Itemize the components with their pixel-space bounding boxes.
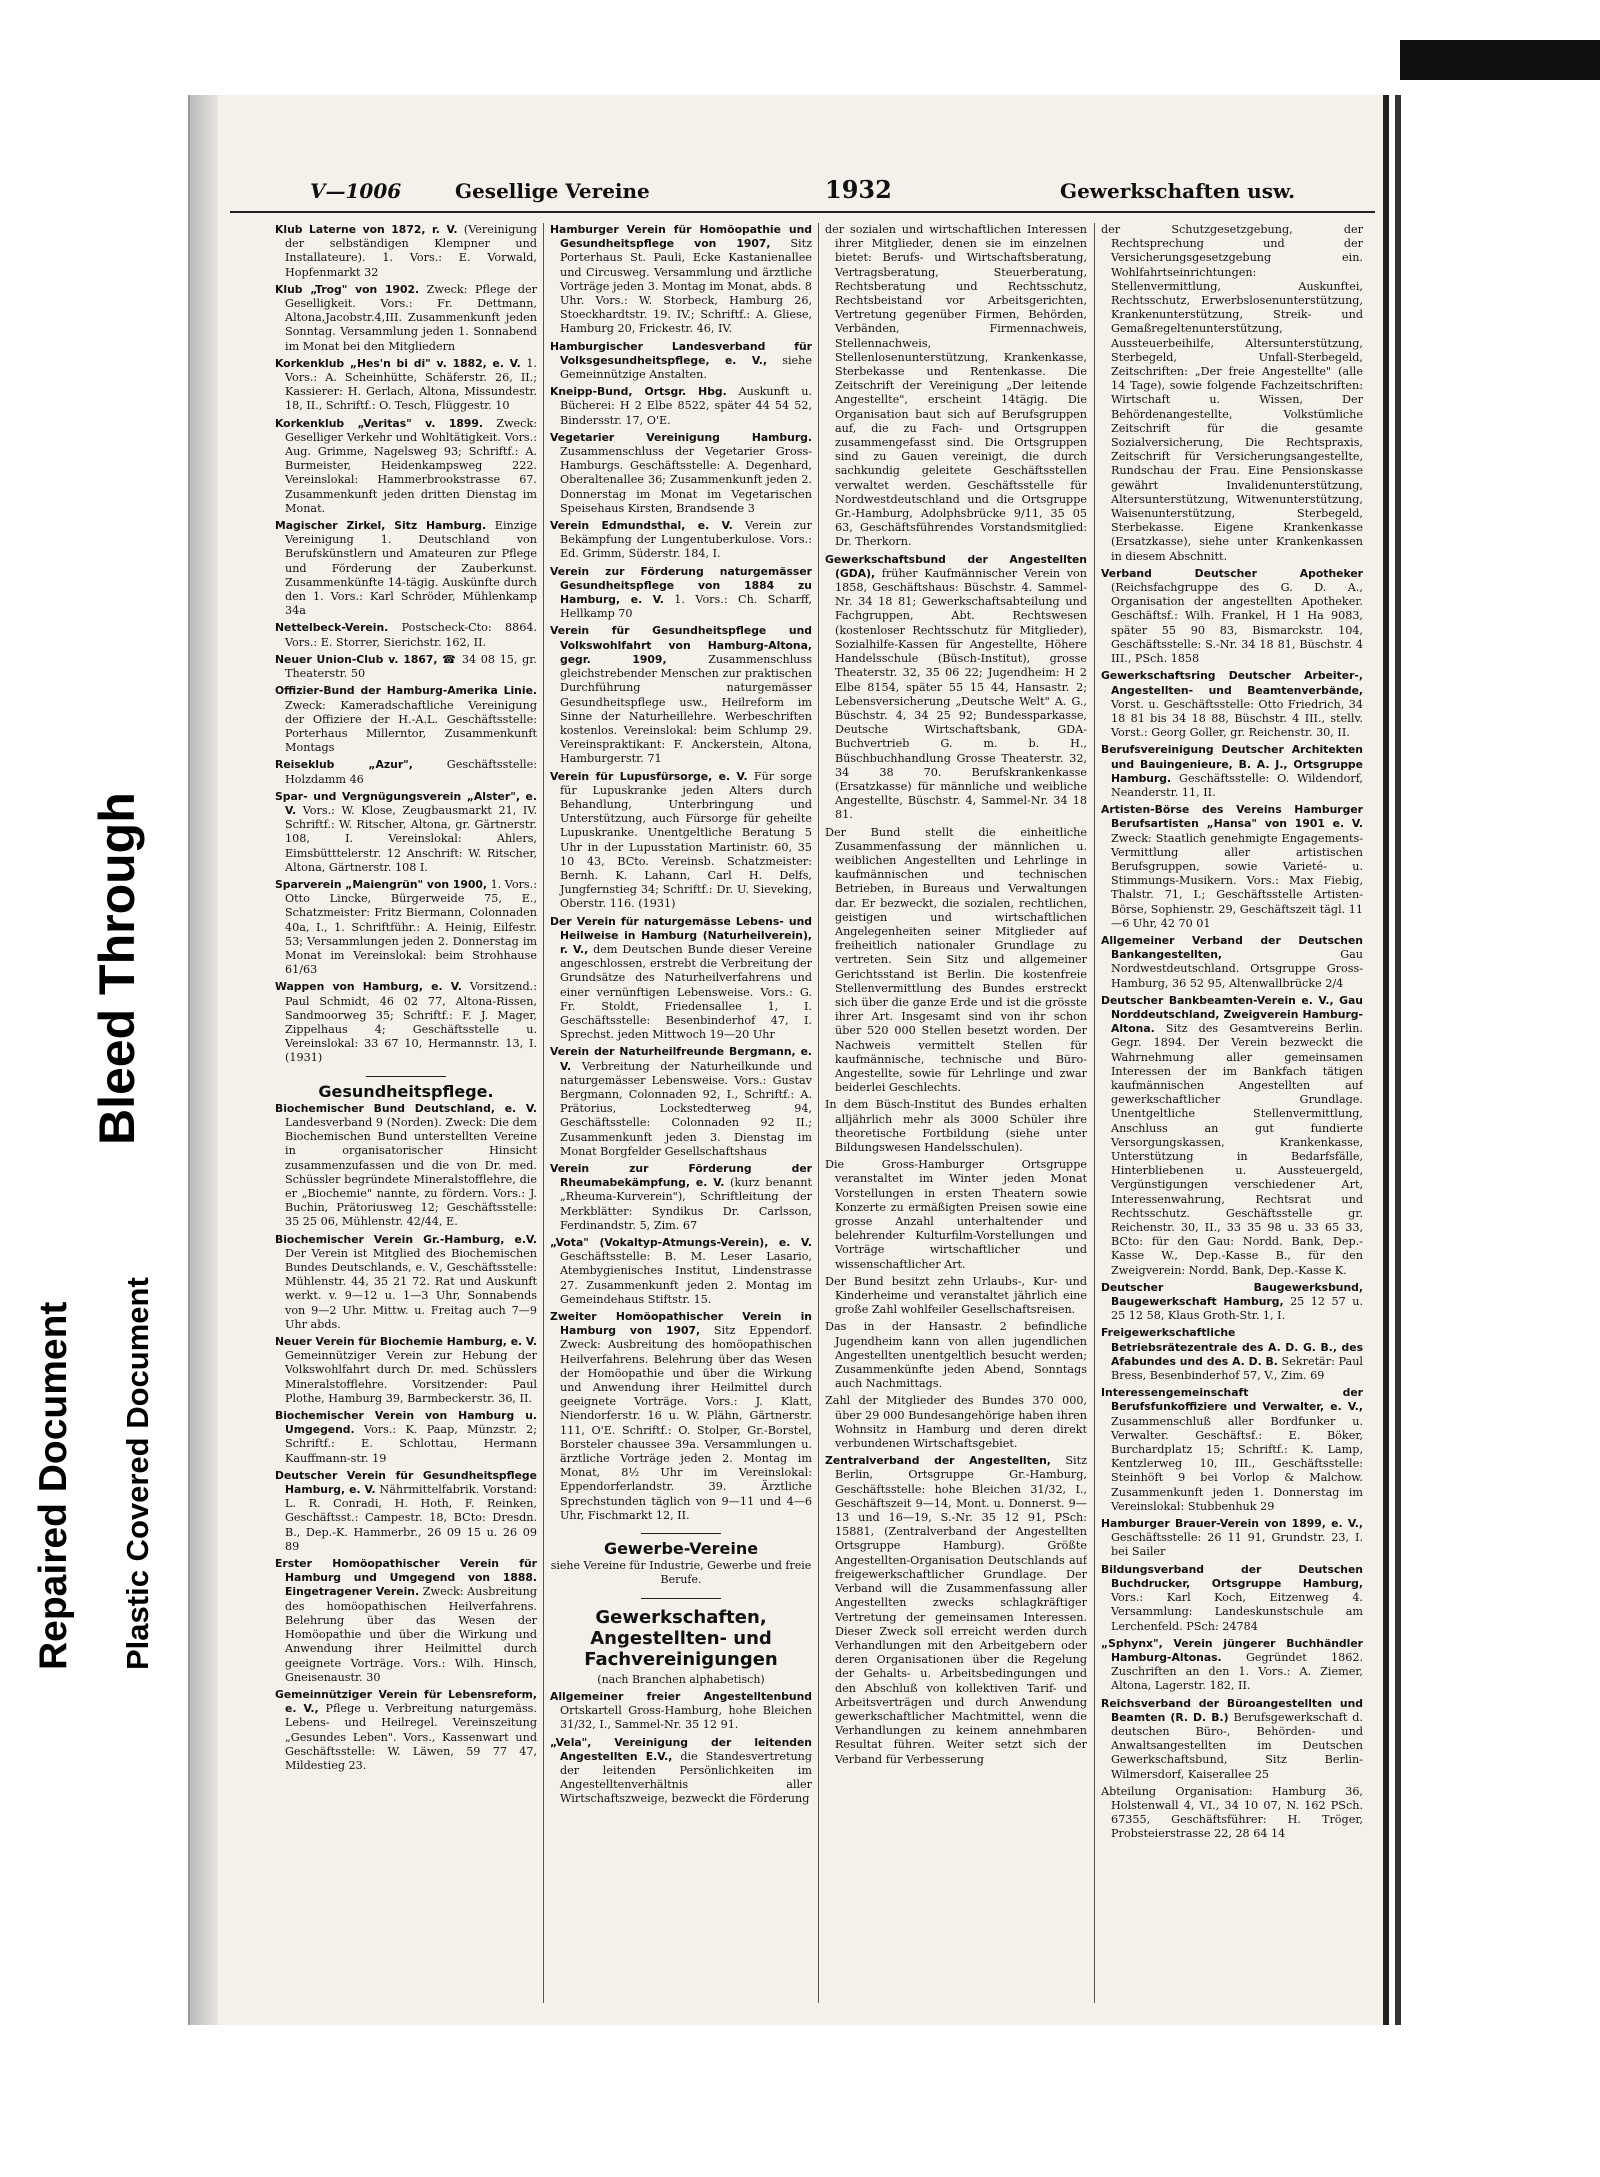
entry: Der Verein für naturgemässe Lebens- und Heilweise in Hamburg (Naturheilverein), r. V., dem Deutschen Bunde dieser Vereine angeschlossen, erstrebt die Verbreitung der Grundsätze des Naturheilverfahrens und einer vernünftigen Lebensweise. Vors.: G. Fr. Stoldt, Friedensallee 1, I. Geschäftsstelle: Besenbinderhof 47, I. Sprechst. jeden Mittwoch 19—20 Uhr (550, 914, 812, 1042)
entry: Bildungsverband der Deutschen Buchdrucker, Ortsgruppe Hamburg, Vors.: Karl Koch, Eitzenweg 4. Versammlung: Landeskunstschule am Lerchenfeld. PSch: 24784 (1101, 1562, 1363, 1633)
repaired-document-label: Repaired Document (32, 1301, 75, 1670)
paragraph: Der Bund stellt die einheitliche Zusammenfassung der männlichen u. weiblichen Angestellten und Lehrlinge in kaufmännischen und technischen Betrieben, in Bureaus und Verwaltungen dar. Er bezweckt, die sozialen, rechtlichen, geistigen und wirtschaftlichen Angelegenheiten seiner Mitglieder auf freiheitlich nationaler Grundlage zu vertreten. Sein Sitz und allgemeiner Gerichtsstand ist Berlin. Die kostenfreie Stellenvermittlung des Bundes erstreckt sich über die ganze Erde und ist die grösste ihrer Art. Insgesamt sind von ihr schon über 520 000 Stellen besetzt worden. Der Nachweis vermittelt Stellen für kaufmännische, technische und Büro-Angestellte, sowie für Lehrlinge und zwar beiderlei Geschlechts. (825, 825, 1087, 1095)
column-3 (825, 223, 1087, 2003)
entry: Hamburger Brauer-Verein von 1899, e. V., Geschäftsstelle: 26 11 91, Grundstr. 23, I. bei Sailer (1101, 1517, 1363, 1559)
phone-icon: ☎ (442, 652, 458, 666)
entry: Reiseklub „Azur", Geschäftsstelle: Holzdamm 46 (275, 758, 537, 786)
bleed-through-label: Bleed Through (89, 792, 145, 1145)
entry: Gewerkschaftsring Deutscher Arbeiter-, Angestellten- und Beamtenverbände, Vorst. u. Geschäftsstelle: Otto Friedrich, 34 18 81 bis 34 18 88, Büschstr. 4 III., stellv. Vorst.: Georg Goller, gr. Reichenstr. 30, II. (1101, 669, 1363, 740)
section-rule (641, 1533, 721, 1534)
entry: Biochemischer Bund Deutschland, e. V. Landesverband 9 (Norden). Zweck: Die dem Biochemischen Bund unterstellten Vereine in organisatorischer Hinsicht zusammenzufassen und die von Dr. med. Schüssler begründete Mineralstofflehre, die er „Biochemie" nannte, zu fördern. Vors.: J. Buchin, Prätoriusweg 12; Geschäftsstelle: 35 25 06, Mühlenstr. 42/44, E. (275, 1101, 537, 1229)
paragraph: Der Bund besitzt zehn Urlaubs-, Kur- und Kinderheime und veranstaltet jährlich eine große Zahl wohlfeiler Gesellschaftsreisen. (825, 1274, 1087, 1317)
section-note: siehe Vereine für Industrie, Gewerbe und freie Berufe. (550, 1559, 812, 1587)
page-content (230, 175, 1375, 2015)
section-note: (nach Branchen alphabetisch) (597, 1672, 765, 1686)
column-4 (1101, 223, 1363, 2003)
running-head: Gewerkschaften usw. (1060, 179, 1296, 203)
entry: Verein zur Förderung naturgemässer Gesundheitspflege von 1884 zu Hamburg, e. V. 1. Vors.: Ch. Scharff, Hellkamp 70 (550, 564, 812, 621)
entry: Verband Deutscher Apotheker (Reichsfachgruppe des G. D. A., Organisation der angestellten Apotheker. Geschäftsf.: Wilh. Frankel, H 1 Ha 9083, später 55 90 83, Bismarckstr. 104, Geschäftsstelle: S.-Nr. 34 18 81, Büschstr. 4 III., PSch. 1858 (1101, 566, 1363, 666)
entry: Interessengemeinschaft der Berufsfunkoffiziere und Verwalter, e. V., Zusammenschluß aller Bordfunker u. Verwalter. Geschäftsf.: E. Böker, Burchardplatz 15; Schriftf.: K. Lamp, Kentzlerweg 10, III., Geschäftsstelle: Steinhöft 9 bei Vorlop & Malchow. Zusammenkunft jeden 1. Donnerstag im Vereinslokal: Stubbenhuk 29 (1101, 1386, 1363, 1513)
column-2 (550, 223, 812, 2003)
entry: Allgemeiner Verband der Deutschen Bankangestellten, Gau Nordwestdeutschland. Ortsgruppe Gross-Hamburg, 36 52 95, Altenwallbrücke 2/4 (1101, 933, 1363, 990)
entry: Deutscher Verein für Gesundheitspflege Hamburg, e. V. Nährmittelfabrik. Vorstand: L. R. Conradi, H. Hoth, F. Reinken, Geschäftsst.: Campestr. 18, BCto: Dresdn. B., Dep.-K. Hammerbr., 26 09 15 u. 26 09 89 (275, 1468, 537, 1553)
entry: Magischer Zirkel, Sitz Hamburg. Einzige Vereinigung 1. Deutschland von Berufskünstlern und Amateuren zur Pflege und Förderung der Zauberkunst. Zusammenkünfte 14-tägig. Auskünfte durch den 1. Vors.: Karl Schröder, Mühlenkamp 34a (275, 519, 537, 618)
entry: Korkenklub „Hes'n bi di" v. 1882, e. V. 1. Vors.: A. Scheinhütte, Schäferstr. 26, II.; Kassierer: H. Gerlach, Altona, Missundestr. 18, II., Schriftf.: O. Tesch, Flüggestr. 10 (275, 356, 537, 413)
column-divider (818, 223, 819, 2003)
section-heading: Gewerkschaften, Angestellten- und Fachvereinigungen (584, 1606, 778, 1670)
paragraph: der Schutzgesetzgebung, der Rechtsprechung und der Versicherungsgesetzgebung ein. Wohlfahrtseinrichtungen: Stellenvermittlung, Auskunftei, Rechtsschutz, Erwerbslosenunterstützung, Krankenunterstützung, Streik- und Gemaßregeltenunterstützung, Aussteuerbeihilfe, Altersunterstützung, Sterbegeld, Unfall-Sterbegeld, Zeitschriften: „Der freie Angestellte" (alle 14 Tage), sowie folgende Fachzeitschriften: Wirtschaft u. Wissen, Der Behördenangestellte, Volkstümliche Zeitschrift für die gesamte Sozialversicherung, Die Rechtspraxis, Zeitschrift für Versicherungsangestellte, Rundschau der Frau. Eine Pensionskasse gewährt Invalidenunterstützung, Altersunterstützung, Witwenunterstützung, Waisenunterstützung, Sterbegeld, Sterbekasse. Eigene Krankenkasse (Ersatzkasse), siehe unter Krankenkassen in diesem Abschnitt. (1101, 223, 1363, 563)
entry: Neuer Union-Club v. 1867, ☎ 34 08 15, gr. Theaterstr. 50 (275, 652, 537, 681)
section-heading: Gesundheitspflege. (318, 1081, 494, 1101)
entry: Deutscher Bankbeamten-Verein e. V., Gau Norddeutschland, Zweigverein Hamburg-Altona. Sitz des Gesamtvereins Berlin. Gegr. 1894. Der Verein bezweckt die Wahrnehmung aller gemeinsamen Interessen der im Bankfach tätigen kaufmännischen Angestellten auf gewerkschaftlicher Grundlage. Unentgeltliche Stellenvermittlung, Anschluss an gut fundierte Versorgungskassen, Krankenkasse, Unterstützung in Bedarfsfälle, Hinterbliebenen u. Aussteuergeld, Vergünstigungen verschiedener Art, Interessenwahrung, Rechtsrat und Rechtsschutz. Geschäftsstelle gr. Reichenstr. 30, II., 33 35 98 u. 33 65 33, BCto: für den Gau: Nordd. Bank, Dep.-Kasse W., Dep.-Kasse B., für den Zweigverein: Nordd. Bank, Dep.-Kasse K. (1101, 993, 1363, 1277)
entry: Biochemischer Verein Gr.-Hamburg, e.V. Der Verein ist Mitglied des Biochemischen Bundes Deutschlands, e. V., Geschäftsstelle: Mühlenstr. 44, 35 21 72. Rat und Auskunft werkt. v. 9—12 u. 1—3 Uhr, Sonnabends von 9—2 Uhr. Mittw. u. Freitag auch 7—9 Uhr abds. (275, 1232, 537, 1331)
entry: Freigewerkschaftliche Betriebsrätezentrale des A. D. G. B., des Afabundes und des A. D. B. Sekretär: Paul Bress, Besenbinderhof 57, V., Zim. 69 (1101, 1326, 1363, 1383)
paragraph: Das in der Hansastr. 2 befindliche Jugendheim kann von allen jugendlichen Angestellten unentgeltlich besucht werden; Zusammenkünfte jeden Abend, Sonntags auch Nachmittags. (825, 1320, 1087, 1391)
section-title: Gesellige Vereine (455, 179, 650, 203)
entry: Verein für Gesundheitspflege und Volkswohlfahrt von Hamburg-Altona, gegr. 1909, Zusammenschluss gleichstrebender Menschen zur praktischen Durchführung naturgemässer Gesundheitspflege usw., Heilreform im Sinne der Naturheillehre. Werbeschriften kostenlos. Vereinslokal: beim Schlump 29. Vereinspraktikant: F. Anckerstein, Altona, Hamburgerstr. 71 (550, 624, 812, 766)
column-divider (543, 223, 544, 2003)
paragraph: Zahl der Mitglieder des Bundes 370 000, über 29 000 Bundesangehörige haben ihren Wohnsitz in Hamburg und deren direkt verbundenen Wirtschaftsgebiet. (825, 1394, 1087, 1451)
entry: Spar- und Vergnügungsverein „Alster", e. V. Vors.: W. Klose, Zeugbausmarkt 21, IV. Schriftf.: W. Ritscher, Altona, gr. Gärtnerstr. 108, I. Vereinslokal: Ahlers, Eimsbütttelerstr. 12 Anschrift: W. Ritscher, Altona, Gärtnerstr. 108 I. (275, 789, 537, 874)
paragraph: Abteilung Organisation: Hamburg 36, Holstenwall 4, VI., 34 10 07, N. 162 PSch. 67355, Geschäftsführer: H. Tröger, Probsteierstrasse 22, 28 64 14 (1101, 1784, 1363, 1841)
entry: Vegetarier Vereinigung Hamburg. Zusammenschluss der Vegetarier Gross-Hamburgs. Geschäftsstelle: A. Degenhard, Oberaltenallee 36; Zusammenkunft jeden 2. Donnerstag im Monat im Vegetarischen Speisehaus Kirsten, Brandsende 3 (550, 430, 812, 515)
column-divider (1094, 223, 1095, 2003)
year: 1932 (825, 175, 892, 204)
entry: Klub „Trog" von 1902. Zweck: Pflege der Geselligkeit. Vors.: Fr. Dettmann, Altona,Jacobstr.4,III. Zusammenkunft jeden Sonntag. Versammlung jeden 1. Sonnabend im Monat bei den Mitgliedern (275, 282, 537, 353)
entry: „Sphynx", Verein jüngerer Buchhändler Hamburg-Altonas. Gegründet 1862. Zuschriften an den 1. Vors.: A. Ziemer, Altona, Lagerstr. 182, II. (1101, 1636, 1363, 1693)
entry: Hamburger Verein für Homöopathie und Gesundheitspflege von 1907, Sitz Porterhaus St. Pauli, Ecke Kastanienallee und Circusweg. Versammlung und ärztliche Vorträge jeden 3. Montag im Monat, abds. 8 Uhr. Vors.: W. Storbeck, Hamburg 26, Stoeckhardtstr. 19. IV.; Schriftf.: A. Gliese, Hamburg 20, Frickestr. 46, IV. (550, 223, 812, 336)
entry: Kneipp-Bund, Ortsgr. Hbg. Auskunft u. Bücherei: H 2 Elbe 8522, später 44 54 52, Bindersstr. 17, O'E. (550, 385, 812, 427)
section-heading: Gewerbe-Vereine (603, 1539, 759, 1559)
page-header (230, 175, 1375, 213)
entry: Artisten-Börse des Vereins Hamburger Berufsartisten „Hansa" von 1901 e. V. Zweck: Staatlich genehmigte Engagements-Vermittlung aller artistischen Berufsgruppen, sowie Varieté- u. Stimmungs-Musikern. Vors.: Max Fiebig, Thalstr. 71, I.; Geschäftsstelle Artisten-Börse, Sophienstr. 29, Geschäftszeit tägl. 11—6 Uhr, 42 70 01 (1101, 803, 1363, 930)
entry: Berufsvereinigung Deutscher Architekten und Bauingenieure, B. A. J., Ortsgruppe Hamburg. Geschäftsstelle: O. Wildendorf, Neanderstr. 11, II. (1101, 743, 1363, 799)
entry: Biochemischer Verein von Hamburg u. Umgegend. Vors.: K. Paap, Münzstr. 2; Schriftf.: E. Schlottau, Hermann Kauffmann-str. 19 (275, 1409, 537, 1465)
entry: Gewerkschaftsbund der Angestellten (GDA), früher Kaufmännischer Verein von 1858, Geschäftshaus: Büschstr. 4. Sammel-Nr. 34 18 81; Gewerkschaftsabteilung und Fachgruppen, Abt. Rechtswesen (kostenloser Rechtsschutz für Mitglieder), Sozialhilfe-Kassen für Angestellte, Höhere Handelsschule (Büsch-Institut), grosse Theaterstr. 32, 35 06 22; Jugendheim: H 2 Elbe 8154, später 55 15 44, Hansastr. 2; Lebensversicherung „Deutsche Welt" A. G., Büschstr. 4, 34 25 92; Bundessparkasse, Deutsche Wirtschaftsbank, GDA-Buchvertrieb G. m. b. H., Büschbuchhandlung Grosse Theaterstr. 32, 34 38 70. Berufskrankenkasse (Ersatzkasse) für männliche und weibliche Angestellte, Büschstr. 4, Sammel-Nr. 34 18 81. (825, 552, 1087, 822)
scan-edge-side (1395, 95, 1401, 2025)
entry: Deutscher Baugewerksbund, Baugewerkschaft Hamburg, 25 12 57 u. 25 12 58, Klaus Groth-Str. 1, I. (1101, 1280, 1363, 1323)
entry: Zentralverband der Angestellten, Sitz Berlin, Ortsgruppe Gr.-Hamburg, Geschäftsstelle: hohe Bleichen 31/32, I., Geschäftszeit 9—14, Mont. u. Donnerst. 9—13 und 16—19, S.-Nr. 35 12 91, PSch: 15881, (Zentralverband der Angestellten Ortsgruppe Hamburg). Größte Angestellten-Organisation Deutschlands auf freigewerkschaftlicher Grundlage. Der Verband will die Zusammenfassung aller Angestellten zwecks schlagkräftiger Vertretung der gemeinsamen Interessen. Dieser Zweck soll erreicht werden durch Verhandlungen mit den Arbeitgebern oder deren Organisationen über die Regelung der Gehalts- u. Arbeitsbedingungen und den Abschluß von kollektiven Tarif- und Arbeitsverträgen und durch Anwendung gewerkschaftlicher Machtmittel, wenn die Verhandlungen zu keinem annehmbaren Resultat führen. Weiter setzt sich der Verband für Verbesserung (825, 1454, 1087, 1766)
entry: der sozialen und wirtschaftlichen Interessen ihrer Mitglieder, denen sie im einzelnen bietet: Berufs- und Wirtschaftsberatung, Vertragsberatung, Steuerberatung, Rechtsberatung und Rechtsschutz, Rechtsbeistand vor Arbeitsgerichten, Vertretung gegenüber Firmen, Behörden, Verbänden, Firmennachweis, Stellennachweis, Stellenlosenunterstützung, Krankenkasse, Sterbekasse und Rentenkasse. Die Zeitschrift der Vereinigung „Der leitende Angestellte", erscheint 14tägig. Die Organisation baut sich auf Berufsgruppen auf, die zu Fach- und Ortsgruppen zusammengefasst sind. Die Ortsgruppen sind zu Gauen vereinigt, die durch sachkundig geleitete Geschäftsstellen verwaltet werden. Geschäftsstelle für Nordwestdeutschland und die Ortsgruppe Gr.-Hamburg, Adolphsbrücke 9/11, 35 05 63, Geschäftsführendes Vorstandsmitglied: Dr. Therkorn. (825, 223, 1087, 549)
entry: Erster Homöopathischer Verein für Hamburg und Umgegend von 1888. Eingetragener Verein. Zweck: Ausbreitung des homöopathischen Heilverfahrens. Belehrung über das Wesen der Homöopathie und über die Wirkung und Anwendung ihrer Heilmittel durch geeignete Vorträge. Vors.: Wilh. Hinsch, Gneisenaustr. 30 (275, 1557, 537, 1684)
entry: Verein für Lupusfürsorge, e. V. Für sorge für Lupuskranke jeden Alters durch Behandlung, Unterbringung und Unterstützung, auch Fürsorge für geheilte Lupuskranke. Unentgeltliche Beratung 5 Uhr in der Lupusstation Martinistr. 60, 35 10 43, BCto. Vereinsb. Schatzmeister: Bernh. K. Lahann, Carl H. Delfs, Jungfernstieg 34; Schriftf.: Dr. U. Sieveking, Oberstr. 116. (1931) (550, 769, 812, 911)
scan-edge-corner (1400, 40, 1600, 80)
entry: „Vela", Vereinigung der leitenden Angestellten E.V., die Standesvertretung der leitenden Persönlichkeiten im Angestelltenverhältnis aller Wirtschaftszweige, bezweckt die Förderung (550, 1735, 812, 1806)
entry: Hamburgischer Landesverband für Volksgesundheitspflege, e. V., siehe Gemeinnützige Anstalten. (550, 339, 812, 382)
section-rule (366, 1076, 446, 1077)
entry: Allgemeiner freier Angestelltenbund Ortskartell Gross-Hamburg, hohe Bleichen 31/32, I., Sammel-Nr. 35 12 91. (550, 1689, 812, 1732)
columns (275, 223, 1375, 2003)
binding-margin (190, 95, 218, 2025)
page-number: V—1006 (310, 179, 402, 203)
entry: Sparverein „Maiengrün" von 1900, 1. Vors.: Otto Lincke, Bürgerweide 75, E., Schatzmeister: Fritz Biermann, Colonnaden 40a, I., 1. Schriftführ.: A. Heinig, Eilfestr. 53; Versammlungen jeden 2. Donnerstag im Monat im Vereinslokal: beim Strohhause 61/63 (275, 877, 537, 977)
entry: Klub Laterne von 1872, r. V. (Vereinigung der selbständigen Klempner und Installateure). 1. Vors.: E. Vorwald, Hopfenmarkt 32 (275, 223, 537, 279)
paragraph: Die Gross-Hamburger Ortsgruppe veranstaltet im Winter jeden Monat Vorstellungen in ersten Theatern sowie Konzerte zu ermäßigten Preisen sowie eine grosse Anzahl unterhaltender und belehrender Kulturfilm-Vorstellungen und Vorträge wirtschaftlicher und wissenschaftlicher Art. (825, 1158, 1087, 1271)
entry: Reichsverband der Büroangestellten und Beamten (R. D. B.) Berufsgewerkschaft d. deutschen Büro-, Behörden- und Anwaltsangestellten im Deutschen Gewerkschaftsbund, Sitz Berlin-Wilmersdorf, Kaiserallee 25 (1101, 1696, 1363, 1781)
entry: Gemeinnütziger Verein für Lebensreform, e. V., Pflege u. Verbreitung naturgemäss. Lebens- und Heilregel. Vereinszeitung „Gesundes Leben". Vors., Kassenwart und Geschäftsstelle: W. Läwen, 59 77 47, Mildestieg 23. (275, 1687, 537, 1772)
entry: Verein Edmundsthal, e. V. Verein zur Bekämpfung der Lungentuberkulose. Vors.: Ed. Grimm, Süderstr. 184, I. (550, 519, 812, 561)
entry: Verein zur Förderung der Rheumabekämpfung, e. V. (kurz benannt „Rheuma-Kurverein"), Schriftleitung der Merkblätter: Syndikus Dr. Carlsson, Ferdinandstr. 5, Zim. 67 (550, 1162, 812, 1232)
section-rule (641, 1598, 721, 1599)
entry: Wappen von Hamburg, e. V. Vorsitzend.: Paul Schmidt, 46 02 77, Altona-Rissen, Sandmoorweg 35; Schriftf.: F. J. Mager, Zippelhaus 4; Geschäftsstelle u. Vereinslokal: 33 67 10, Hermannstr. 13, I. (1931) (275, 980, 537, 1065)
entry: Korkenklub „Veritas" v. 1899. Zweck: Geselliger Verkehr und Wohltätigkeit. Vors.: Aug. Grimme, Nagelsweg 93; Schriftf.: A. Burmeister, Heidenkampsweg 222. Vereinslokal: Hammerbrookstrasse 67. Zusammenkunft jeden dritten Dienstag im Monat. (275, 416, 537, 515)
side-labels (0, 0, 190, 2177)
entry: Verein der Naturheilfreunde Bergmann, e. V. Verbreitung der Naturheilkunde und naturgemässer Lebensweise. Vors.: Gustav Bergmann, Colonnaden 92, I., Schriftf.: A. Prätorius, Lockstedterweg 94, Geschäftsstelle: Colonnaden 92 II.; Zusammenkunft jeden 3. Dienstag im Monat Borgfelder Gesellschaftshaus (550, 1045, 812, 1158)
paragraph: In dem Büsch-Institut des Bundes erhalten alljährlich mehr als 3000 Schüler ihre theoretische Fortbildung (siehe unter Bildungswesen Handelsschulen). (825, 1098, 1087, 1154)
entry: Nettelbeck-Verein. Postscheck-Cto: 8864. Vors.: E. Storrer, Sierichstr. 162, II. (275, 621, 537, 649)
entry: Zweiter Homöopathischer Verein in Hamburg von 1907, Sitz Eppendorf. Zweck: Ausbreitung des homöopathischen Heilverfahrens. Belehrung über das Wesen der Homöopathie und über die Wirkung und Anwendung ihrer Heilmittel durch geeignete Vorträge. Vors.: J. Klatt, Niendorferstr. 16 u. W. Plähn, Gärtnerstr. 111, O'E. Schriftf.: O. Stolper, Gr.-Borstel, Borsteler chaussee 39a. Versammlungen u. ärztliche Vorträge jeden 2. Montag im Monat, 8½ Uhr im Vereinslokal: Eppendorferlandstr. 39. Ärztliche Sprechstunden täglich von 9—11 und 4—6 Uhr, Fischmarkt 12, II. (550, 1310, 812, 1522)
column-1 (275, 223, 537, 2003)
entry: Offizier-Bund der Hamburg-Amerika Linie. Zweck: Kameradschaftliche Vereinigung der Offiziere der H.-A.L. Geschäftsstelle: Porterhaus Millerntor, Zusammenkunft Montags (275, 684, 537, 755)
entry: „Vota" (Vokaltyp-Atmungs-Verein), e. V. Geschäftsstelle: B. M. Leser Lasario, Atembygienisches Institut, Lindenstrasse 27. Zusammenkunft jeden 2. Montag im Gemeindehaus Stiftstr. 15. (550, 1236, 812, 1306)
entry: Neuer Verein für Biochemie Hamburg, e. V. Gemeinnütziger Verein zur Hebung der Volkswohlfahrt durch Dr. med. Schüsslers Mineralstofflehre. Vorsitzender: Paul Plothe, Hamburg 39, Barmbeckerstr. 36, II. (275, 1335, 537, 1405)
plastic-covered-label: Plastic Covered Document (120, 1277, 155, 1670)
